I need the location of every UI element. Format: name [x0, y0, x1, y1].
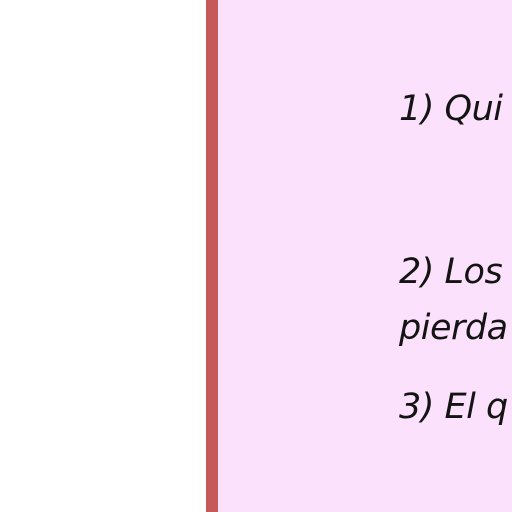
content-panel	[218, 0, 512, 512]
left-margin	[0, 0, 206, 512]
list-item-1-line-1: 1) Qui	[399, 89, 503, 129]
vertical-rule	[206, 0, 218, 512]
list-item-2-line-2: pierda	[399, 308, 508, 348]
list-item-3-line-1: 3) El q	[399, 387, 508, 427]
list-item-2-line-1: 2) Los	[399, 252, 503, 292]
